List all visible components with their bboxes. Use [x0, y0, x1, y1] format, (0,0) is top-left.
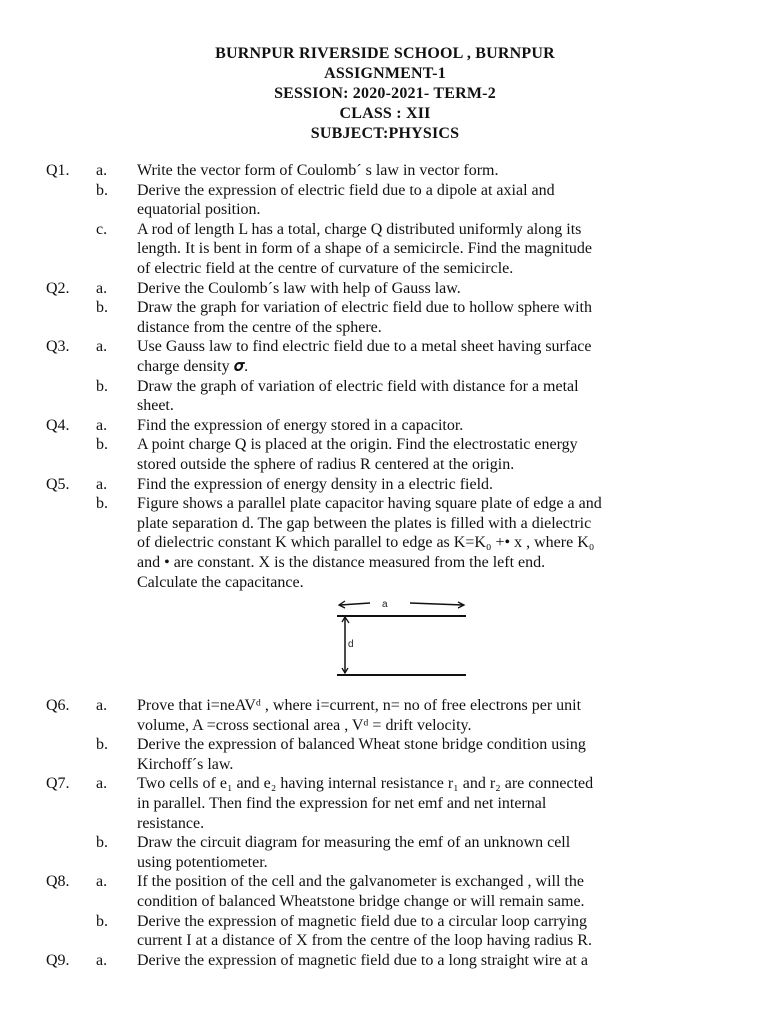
question-line — [0, 455, 770, 475]
question-text: Two cells of e₁ and e₂ having internal resistance r₁ and r₂ are connected — [137, 775, 594, 793]
question-text: Draw the graph of variation of electric field with distance for a metal — [137, 377, 579, 395]
question-text: in parallel. Then find the expression for net emf and net internal — [137, 795, 547, 812]
question-text: plate separation d. The gap between the plates is filled with a dielectric — [137, 514, 592, 532]
question-line — [0, 892, 770, 912]
question-text: A point charge Q is placed at the origin. Find the electrostatic energy — [137, 436, 578, 454]
question-text: of electric field at the centre of curvature of the semicircle. — [137, 260, 514, 277]
question-line — [0, 833, 770, 853]
question-number: Q7. — [46, 775, 70, 793]
question-text: using potentiometer. — [137, 853, 268, 871]
question-line — [0, 872, 770, 892]
question-line — [0, 553, 770, 573]
part-label: b. — [96, 834, 108, 852]
part-label: b. — [96, 495, 108, 513]
question-line — [0, 318, 770, 338]
question-text: Draw the circuit diagram for measuring the emf of an unknown cell — [137, 834, 571, 852]
question-line — [0, 774, 770, 794]
label-a: a — [382, 599, 388, 610]
question-number: Q8. — [46, 873, 70, 891]
question-line — [0, 573, 770, 593]
question-line — [0, 716, 770, 736]
question-line — [0, 735, 770, 755]
question-line — [0, 220, 770, 240]
document-header — [0, 44, 770, 144]
question-line — [0, 377, 770, 397]
question-line — [0, 951, 770, 971]
question-number: Q1. — [46, 162, 70, 179]
question-line — [0, 161, 770, 181]
question-line — [0, 514, 770, 534]
question-text: Figure shows a parallel plate capacitor having square plate of edge a and — [137, 495, 602, 513]
question-text: length. It is bent in form of a shape of a semicircle. Find the magnitude — [137, 240, 592, 258]
question-line — [0, 259, 770, 279]
question-text: volume, A =cross sectional area , Vᵈ = drift velocity. — [137, 716, 472, 734]
question-line — [0, 853, 770, 873]
question-line — [0, 912, 770, 932]
question-line — [0, 200, 770, 220]
session-line: SESSION: 2020-2021- TERM-2 — [274, 85, 496, 102]
assignment-title: ASSIGNMENT-1 — [324, 65, 446, 82]
question-text: Calculate the capacitance. — [137, 573, 304, 591]
question-text: condition of balanced Wheatstone bridge change or will remain same. — [137, 893, 585, 910]
part-label: a. — [96, 279, 108, 297]
question-line — [0, 298, 770, 318]
part-label: b. — [96, 912, 108, 930]
part-label: a. — [96, 162, 108, 179]
capacitor-diagram — [330, 595, 475, 680]
question-line — [0, 239, 770, 259]
question-text: A rod of length L has a total, charge Q distributed uniformly along its — [137, 220, 582, 238]
part-label: c. — [96, 220, 108, 238]
edge-arrow-left — [340, 603, 370, 605]
part-label: a. — [96, 951, 108, 969]
question-text: Use Gauss law to find electric field due to a metal sheet having surface — [137, 338, 592, 356]
class-line: CLASS : XII — [339, 105, 431, 122]
question-line — [0, 931, 770, 951]
part-label: b. — [96, 736, 108, 754]
part-label: b. — [96, 299, 108, 317]
question-text: Find the expression of energy density in a electric field. — [137, 475, 494, 493]
edge-arrow-right — [410, 603, 463, 605]
part-label: a. — [96, 338, 108, 356]
question-text: Derive the expression of magnetic field due to a circular loop carrying — [137, 912, 588, 930]
question-text: stored outside the sphere of radius R centered at the origin. — [137, 456, 515, 473]
part-label: a. — [96, 775, 108, 793]
question-text: Kirchoffˊs law. — [137, 755, 234, 773]
question-text: Derive the expression of balanced Wheat stone bridge condition using — [137, 736, 586, 754]
question-text: current I at a distance of X from the centre of the loop having radius R. — [137, 932, 592, 950]
label-d: d — [348, 639, 354, 650]
school-name: BURNPUR RIVERSIDE SCHOOL , BURNPUR — [215, 45, 555, 62]
question-text: Derive the expression of magnetic field due to a long straight wire at a — [137, 951, 588, 969]
question-line — [0, 396, 770, 416]
question-line — [0, 279, 770, 299]
question-line — [0, 794, 770, 814]
question-line — [0, 696, 770, 716]
question-text: sheet. — [137, 397, 174, 415]
question-line — [0, 755, 770, 775]
question-text: Write the vector form of Coulombˊ s law in vector form. — [137, 162, 499, 179]
question-line — [0, 494, 770, 514]
question-line — [0, 533, 770, 553]
question-line — [0, 435, 770, 455]
question-text: distance from the centre of the sphere. — [137, 318, 382, 336]
question-number: Q4. — [46, 416, 70, 434]
subject-line: SUBJECT:PHYSICS — [310, 125, 460, 142]
question-number: Q6. — [46, 697, 70, 714]
question-text: Derive the Coulombˊs law with help of Gauss law. — [137, 279, 461, 297]
part-label: b. — [96, 181, 108, 199]
question-text: of dielectric constant K which parallel to edge as K=K₀ +• x , where K₀ — [137, 534, 595, 552]
question-text: resistance. — [137, 814, 205, 832]
question-text: Draw the graph for variation of electric field due to hollow sphere with — [137, 299, 592, 317]
question-text: and • are constant. X is the distance measured from the left end. — [137, 554, 546, 571]
question-text: charge density 𝝈. — [137, 358, 249, 375]
question-text: Find the expression of energy stored in a capacitor. — [137, 416, 464, 434]
question-line — [0, 475, 770, 495]
question-number: Q9. — [46, 951, 70, 969]
part-label: a. — [96, 873, 108, 891]
part-label: b. — [96, 377, 108, 395]
part-label: b. — [96, 436, 108, 454]
part-label: a. — [96, 697, 108, 714]
question-line — [0, 181, 770, 201]
question-text: Prove that i=neAVᵈ , where i=current, n= no of free electrons per unit — [137, 697, 582, 714]
question-line — [0, 357, 770, 377]
question-number: Q2. — [46, 279, 70, 297]
question-line — [0, 814, 770, 834]
question-text: Derive the expression of electric field due to a dipole at axial and — [137, 181, 555, 199]
part-label: a. — [96, 475, 108, 493]
question-line — [0, 416, 770, 436]
question-text: equatorial position. — [137, 201, 261, 219]
capacitor-figure — [330, 595, 475, 680]
question-number: Q5. — [46, 475, 70, 493]
part-label: a. — [96, 416, 108, 434]
question-line — [0, 337, 770, 357]
question-number: Q3. — [46, 338, 70, 356]
question-text: If the position of the cell and the galvanometer is exchanged , will the — [137, 873, 584, 891]
